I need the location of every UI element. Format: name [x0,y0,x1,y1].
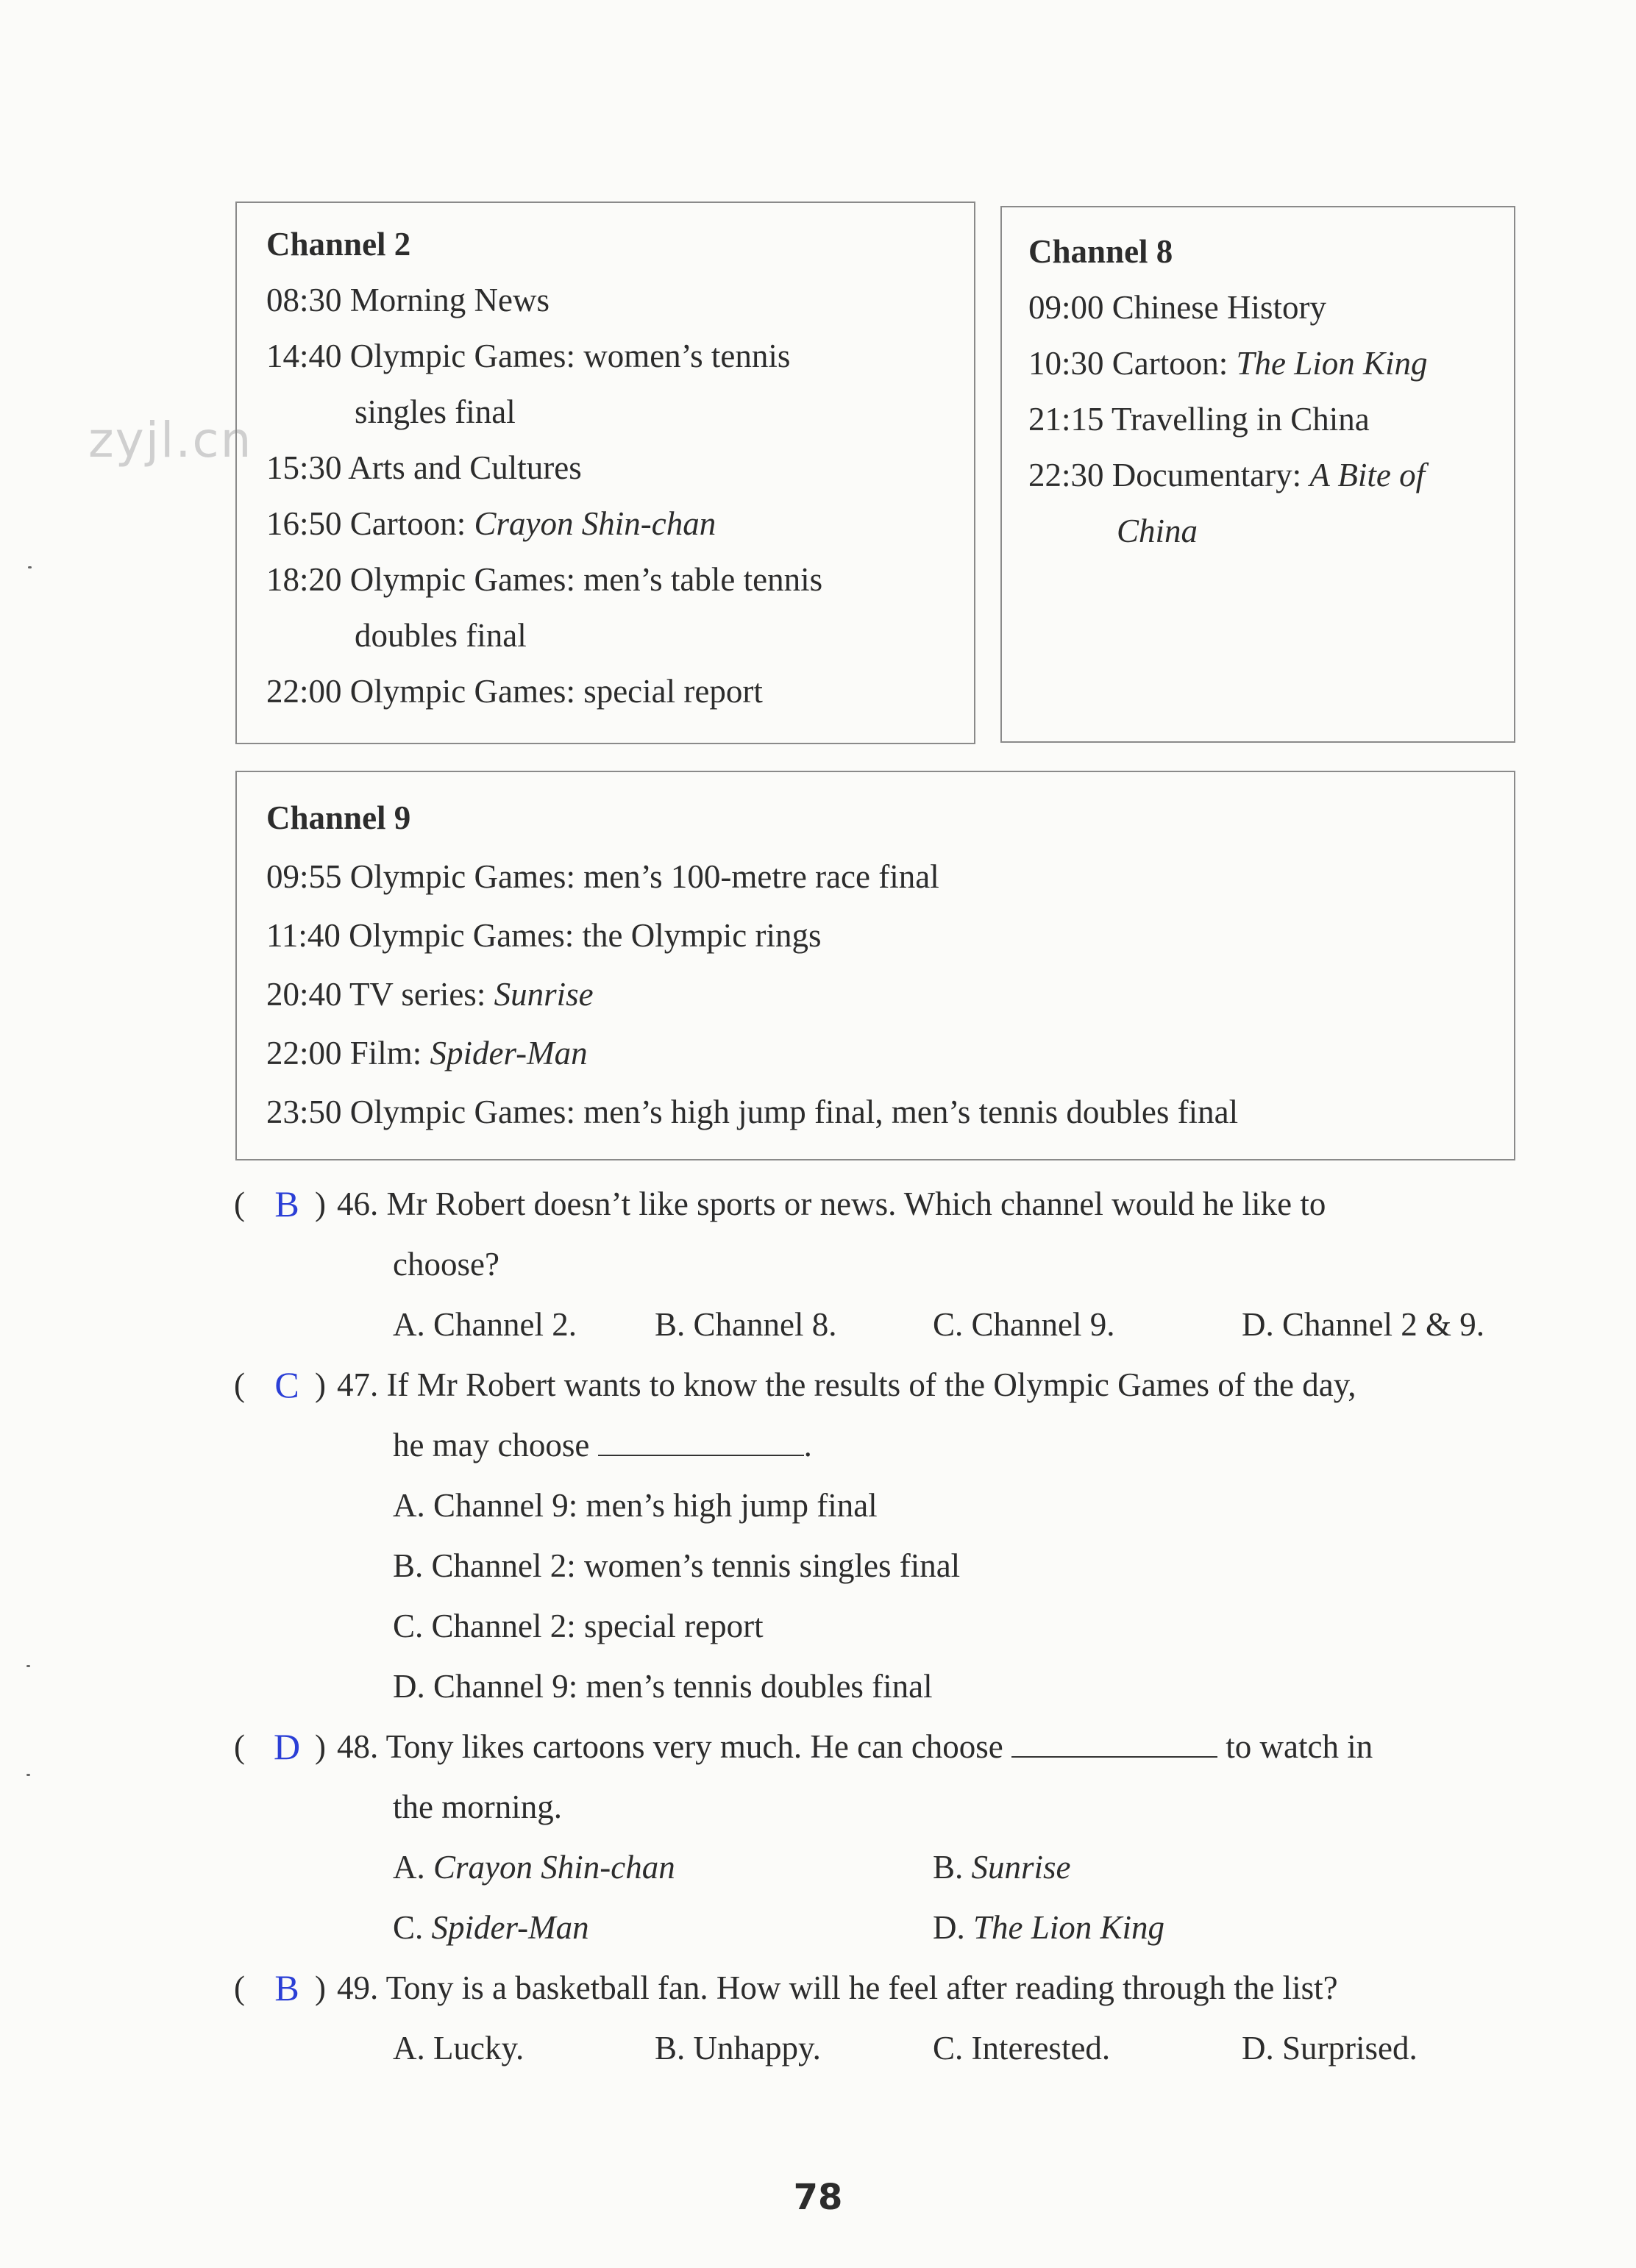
option-text: C. Channel 2: special report [393,1608,764,1644]
option-letter: B. [933,1849,972,1886]
scan-speck [26,1665,30,1667]
page-number: 78 [793,2177,843,2218]
option-c: C. Interested. [933,2030,1111,2066]
listing: 14:40 Olympic Games: women’s tennis [266,338,791,374]
question-text: 46. Mr Robert doesn’t like sports or news. Which channel would he like to [337,1185,1326,1222]
option-text: D. Channel 9: men’s tennis doubles final [393,1668,933,1705]
open-paren: ( [234,1366,245,1403]
option-text: B. Channel 2: women’s tennis singles final [393,1547,961,1584]
question-line [234,1716,1529,1777]
option-letter: A. [393,1849,433,1886]
options-row [234,1897,1529,1958]
question-46 [234,1174,1529,1355]
options-row [234,1294,1529,1355]
answer-mark: C [274,1364,299,1405]
question-text: 47. If Mr Robert wants to know the results of the Olympic Games of the day, [337,1366,1356,1403]
option-d [933,1897,1164,1958]
question-line [234,1777,1529,1837]
programme-title: Crayon Shin-chan [474,505,716,542]
listing-continuation: doubles final [355,617,527,654]
option-a [234,1475,1529,1536]
question-47 [234,1355,1529,1716]
watermark: zyjl.cn [88,412,253,468]
question-text: 49. Tony is a basketball fan. How will he feel after reading through the list? [337,1969,1338,2006]
listing-label: 20:40 TV series: [266,976,494,1013]
answer-mark: D [273,1726,301,1767]
listing: 11:40 Olympic Games: the Olympic rings [266,917,822,954]
listing-label: 16:50 Cartoon: [266,505,474,542]
programme-title: Sunrise [494,976,594,1013]
option-b [234,1536,1529,1596]
close-paren: ) [315,1185,326,1222]
option-letter: D. [933,1909,973,1946]
open-paren: ( [234,1969,245,2006]
option-a: A. Lucky. [393,2030,524,2066]
option-letter: C. [393,1909,432,1946]
listing-label: 22:00 Film: [266,1035,430,1071]
options-row [234,1837,1529,1897]
listing: 08:30 Morning News [266,282,550,318]
listing-label: 10:30 Cartoon: [1028,345,1237,382]
listing-label: 22:30 Documentary: [1028,457,1310,493]
listing: 09:55 Olympic Games: men’s 100-metre race final [266,858,939,895]
question-line [234,1415,1529,1475]
option-title: The Lion King [973,1909,1165,1946]
answer-blank [598,1425,804,1456]
option-b: B. Channel 8. [655,1306,837,1343]
question-48 [234,1716,1529,1958]
close-paren: ) [315,1366,326,1403]
programme-title: A Bite of [1309,457,1426,493]
channel-8-title: Channel 8 [1028,233,1173,270]
listing: 15:30 Arts and Cultures [266,449,582,486]
question-line [234,1355,1529,1415]
channel-8-box [1000,206,1515,743]
question-text: he may choose [393,1427,590,1463]
option-c [393,1897,589,1958]
scan-speck [28,566,32,568]
question-49 [234,1958,1529,2078]
close-paren: ) [315,1969,326,2006]
listing [266,965,1514,1024]
listing: 23:50 Olympic Games: men’s high jump final, men’s tennis doubles final [266,1094,1239,1130]
listing [266,1024,1514,1083]
question-continuation: the morning. [393,1789,562,1825]
channel-2-title: Channel 2 [266,226,411,263]
option-text: A. Channel 9: men’s high jump final [393,1487,878,1524]
programme-title: China [1117,513,1198,549]
option-a [393,1837,675,1897]
listing-continuation: singles final [355,393,516,430]
close-paren: ) [315,1728,326,1765]
option-title: Crayon Shin-chan [433,1849,675,1886]
programme-title: The Lion King [1236,345,1428,382]
listing [1028,335,1514,391]
option-d [234,1656,1529,1716]
listing-continuation [1028,503,1514,559]
option-title: Spider-Man [431,1909,589,1946]
channel-2-box [235,202,975,744]
listing: 09:00 Chinese History [1028,289,1326,326]
question-line [234,1958,1529,2018]
open-paren: ( [234,1185,245,1222]
options-row [234,2018,1529,2078]
question-text-part: 48. Tony likes cartoons very much. He can choose [337,1728,1003,1765]
programme-title: Spider-Man [430,1035,588,1071]
question-line [234,1174,1529,1234]
open-paren: ( [234,1728,245,1765]
answer-mark: B [274,1967,299,2008]
listing [1028,447,1514,503]
scan-speck [26,1774,30,1776]
channel-9-title: Channel 9 [266,799,411,836]
question-continuation: he may choose . [393,1427,812,1463]
listing: 21:15 Travelling in China [1028,401,1370,438]
option-d: D. Channel 2 & 9. [1242,1306,1484,1343]
question-line [234,1234,1529,1294]
option-title: Sunrise [971,1849,1071,1886]
listing: 18:20 Olympic Games: men’s table tennis [266,561,823,598]
question-text-part: to watch in [1226,1728,1373,1765]
question-text [337,1716,1373,1777]
listing: 22:00 Olympic Games: special report [266,673,763,710]
answer-mark: B [274,1183,299,1224]
option-c [234,1596,1529,1656]
listing [266,496,974,552]
question-continuation: choose? [393,1246,499,1283]
answer-blank [1011,1727,1217,1758]
option-b: B. Unhappy. [655,2030,821,2066]
option-b [933,1837,1071,1897]
option-a: A. Channel 2. [393,1306,577,1343]
option-c: C. Channel 9. [933,1306,1115,1343]
option-d: D. Surprised. [1242,2030,1418,2066]
channel-9-box [235,771,1515,1160]
